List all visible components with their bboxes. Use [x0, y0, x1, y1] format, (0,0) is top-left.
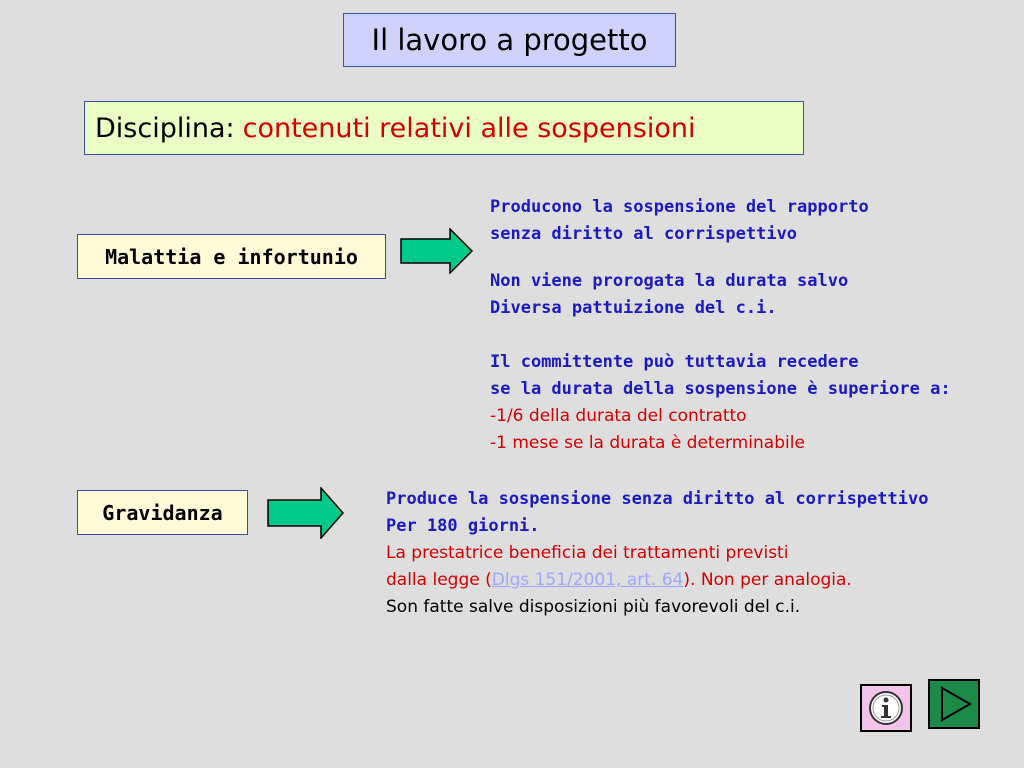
gravidanza-line-4-pre: dalla legge (	[386, 570, 492, 590]
malattia-text-1	[490, 194, 869, 248]
subtitle-prefix: Disciplina:	[95, 112, 235, 144]
gravidanza-text	[386, 486, 928, 621]
malattia-line-4: Diversa pattuizione del c.i.	[490, 298, 777, 318]
malattia-line-8: -1 mese se la durata è determinabile	[490, 433, 805, 453]
malattia-line-6: se la durata della sospensione è superiore a:	[490, 379, 951, 399]
malattia-line-1: Producono la sospensione del rapporto	[490, 197, 869, 217]
gravidanza-label-box	[77, 490, 248, 535]
malattia-line-3: Non viene prorogata la durata salvo	[490, 271, 849, 291]
info-button[interactable]	[860, 684, 912, 732]
gravidanza-line-4	[386, 567, 928, 594]
subtitle-highlight: contenuti relativi alle sospensioni	[242, 112, 696, 144]
gravidanza-line-4-post: ). Non per analogia.	[683, 570, 852, 590]
page-title	[343, 13, 676, 67]
subtitle-banner	[84, 101, 804, 155]
malattia-line-7: -1/6 della durata del contratto	[490, 406, 747, 426]
dlgs-link[interactable]: Dlgs 151/2001, art. 64	[491, 570, 684, 590]
malattia-text-2	[490, 268, 848, 322]
malattia-line-5: Il committente può tuttavia recedere	[490, 352, 859, 372]
gravidanza-label: Gravidanza	[102, 500, 223, 525]
gravidanza-line-5: Son fatte salve disposizioni più favorevoli del c.i.	[386, 597, 801, 617]
page-title-text: Il lavoro a progetto	[371, 23, 648, 57]
malattia-line-2: senza diritto al corrispettivo	[490, 224, 798, 244]
info-icon	[868, 690, 904, 726]
malattia-label: Malattia e infortunio	[105, 244, 358, 269]
gravidanza-line-3: La prestatrice beneficia dei trattamenti previsti	[386, 543, 789, 563]
arrow-right-icon	[267, 487, 345, 539]
next-slide-button[interactable]	[928, 679, 980, 729]
malattia-label-box	[77, 234, 386, 279]
play-triangle-icon	[934, 684, 974, 724]
arrow-right-icon	[400, 228, 474, 274]
gravidanza-line-1: Produce la sospensione senza diritto al corrispettivo	[386, 489, 929, 509]
malattia-text-3	[490, 349, 951, 457]
gravidanza-line-2: Per 180 giorni.	[386, 516, 540, 536]
